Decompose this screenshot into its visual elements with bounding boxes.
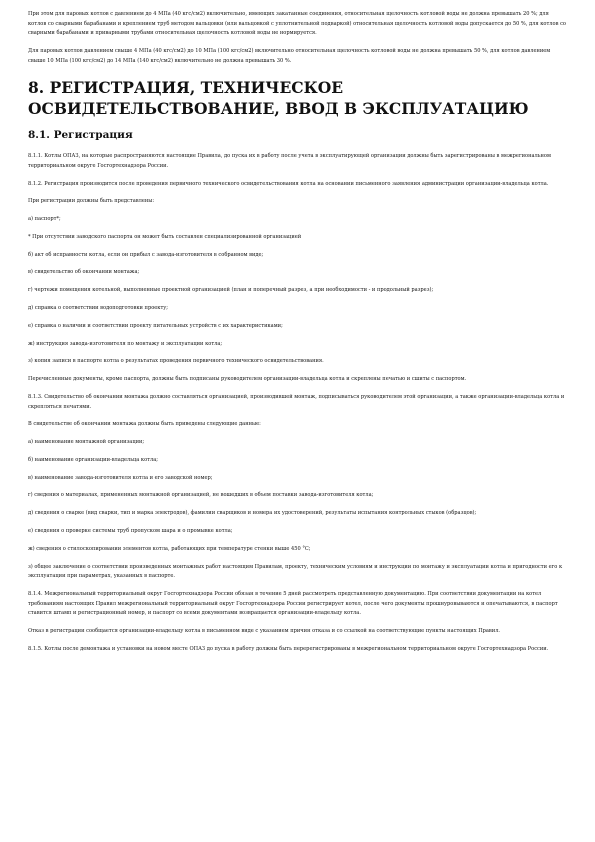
list-item-b: б) акт об исправности котла, если он прибыл с завода-изготовителя в собранном виде; xyxy=(28,251,264,258)
section-title: 8. РЕГИСТРАЦИЯ, ТЕХНИЧЕСКОЕ ОСВИДЕТЕЛЬСТВОВАНИЕ, ВВОД В ЭКСПЛУАТАЦИЮ xyxy=(28,78,529,119)
certificate-item-z: з) общее заключение о соответствии произведенных монтажных работ настоящим Правилам, проекту, техническим условиям и инструкции по монтажу и эксплуатации котла и пригодности его к эксплуатации при параметрах, указанных в паспорте. xyxy=(28,563,563,580)
certificate-item-g: г) сведения о материалах, примененных монтажной организацией, не вошедших в объем поставки завода-изготовителя котла; xyxy=(28,492,374,499)
list-item-a: а) паспорт*; xyxy=(28,216,61,223)
intro-paragraph-1: При этом для паровых котлов с давлением до 4 МПа (40 кгс/см2) включительно, имеющих закатанные соединения, относительная щелочность котловой воды не должна превышать 20 %; для котлов со сварными барабанами и креплением труб методом вальцовки (или вальцовкой с уплотнительной подваркой) относительная щелочность котловой воды допускается до 50 %, для котлов со сварными барабанами и приварными трубами относительная щелочность котловой воды не нормируется. xyxy=(28,11,566,37)
document-page xyxy=(28,10,568,662)
list-item-z: з) копия записи в паспорте котла о результатах проведения первичного технического освидетельствования. xyxy=(28,358,324,365)
certificate-item-zh: ж) сведения о стилоскопировании элементов котла, работающих при температуре стенки выше 450 °С; xyxy=(28,545,311,552)
list-item-v: в) свидетельство об окончании монтажа; xyxy=(28,269,140,276)
paragraph-registration-refusal: Отказ в регистрации сообщается организации-владельцу котла в письменном виде с указанием причин отказа и со ссылкой на соответствующие пункты настоящих Правил. xyxy=(28,627,501,634)
subsection-title: 8.1. Регистрация xyxy=(28,129,133,142)
list-item-zh: ж) инструкция завода-изготовителя по монтажу и эксплуатации котла; xyxy=(28,340,223,347)
list-item-e: е) справка о наличии и соответствии проекту питательных устройств с их характеристиками; xyxy=(28,322,283,329)
intro-paragraph-2: Для паровых котлов давлением свыше 4 МПа (40 кгс/см2) до 10 МПа (100 кгс/см2) включительно относительная щелочность котловой воды не должна превышать 50 %, для котлов давлением свыше 10 МПа (100 кгс/см2) до 14 МПа (140 кгс/см2) включительно не должна превышать 30 %. xyxy=(28,47,551,64)
list-item-g: г) чертежи помещения котельной, выполненные проектной организацией (план и поперечный разрез, а при необходимости - и продольный разрез); xyxy=(28,287,434,294)
certificate-item-b: б) наименование организации-владельца котла; xyxy=(28,456,158,463)
paragraph-8-1-2: 8.1.2. Регистрация производится после проведения первичного технического освидетельствования котла на основании письменного заявления администрации организации-владельца котла. xyxy=(28,180,549,187)
certificate-item-e: е) сведения о проверке системы труб пропуском шара и о промывке котла; xyxy=(28,527,233,534)
paragraph-8-1-3: 8.1.3. Свидетельство об окончании монтажа должно составляться организацией, производившей монтаж, подписываться руководителем этой организации, а также организации-владельца котла и скрепляться печатями. xyxy=(28,393,565,410)
paragraph-certificate-data-intro: В свидетельстве об окончании монтажа должны быть приведены следующие данные: xyxy=(28,421,261,428)
certificate-item-a: а) наименование монтажной организации; xyxy=(28,439,145,446)
list-item-d: д) справка о соответствии водоподготовки проекту; xyxy=(28,305,169,311)
certificate-item-d: д) сведения о сварке (вид сварки, тип и марка электродов), фамилии сварщиков и номера их удостоверений, результаты испытания контрольных стыков (образцов); xyxy=(28,510,477,517)
paragraph-registration-list-intro: При регистрации должны быть представлены: xyxy=(28,198,155,205)
paragraph-8-1-5: 8.1.5. Котлы после демонтажа и установки на новом месте ОПАЗ до пуска в работу должны быть перерегистрированы в межрегиональном территориальном округе Госгортехнадзора России. xyxy=(28,645,549,652)
paragraph-8-1-1: 8.1.1. Котлы ОПАЗ, на которые распространяются настоящие Правила, до пуска их в работу после учета в эксплуатирующей организации должны быть зарегистрированы в межрегиональном территориальном округе Госгортехнадзора России. xyxy=(28,153,551,169)
paragraph-documents-signed: Перечисленные документы, кроме паспорта, должны быть подписаны руководителем организации-владельца котла и скреплены печатью и сшиты с паспортом. xyxy=(28,376,467,383)
certificate-item-v: в) наименование завода-изготовителя котла и его заводской номер; xyxy=(28,474,213,481)
footnote-passport: * При отсутствии заводского паспорта он может быть составлен специализированной организацией xyxy=(28,233,302,240)
paragraph-8-1-4: 8.1.4. Межрегиональный территориальный округ Госгортехнадзора России обязан в течение 5 дней рассмотреть представленную документацию. При соответствии документации на котел требованиям настоящих Правил межрегиональный территориальный округ Госгортехнадзора России регистрирует котел, после чего документы прошнуровываются и опечатываются, в паспорт ставится штамп и регистрационный номер, и паспорт со всеми документами возвращается организации-владельцу котла. xyxy=(28,590,558,617)
